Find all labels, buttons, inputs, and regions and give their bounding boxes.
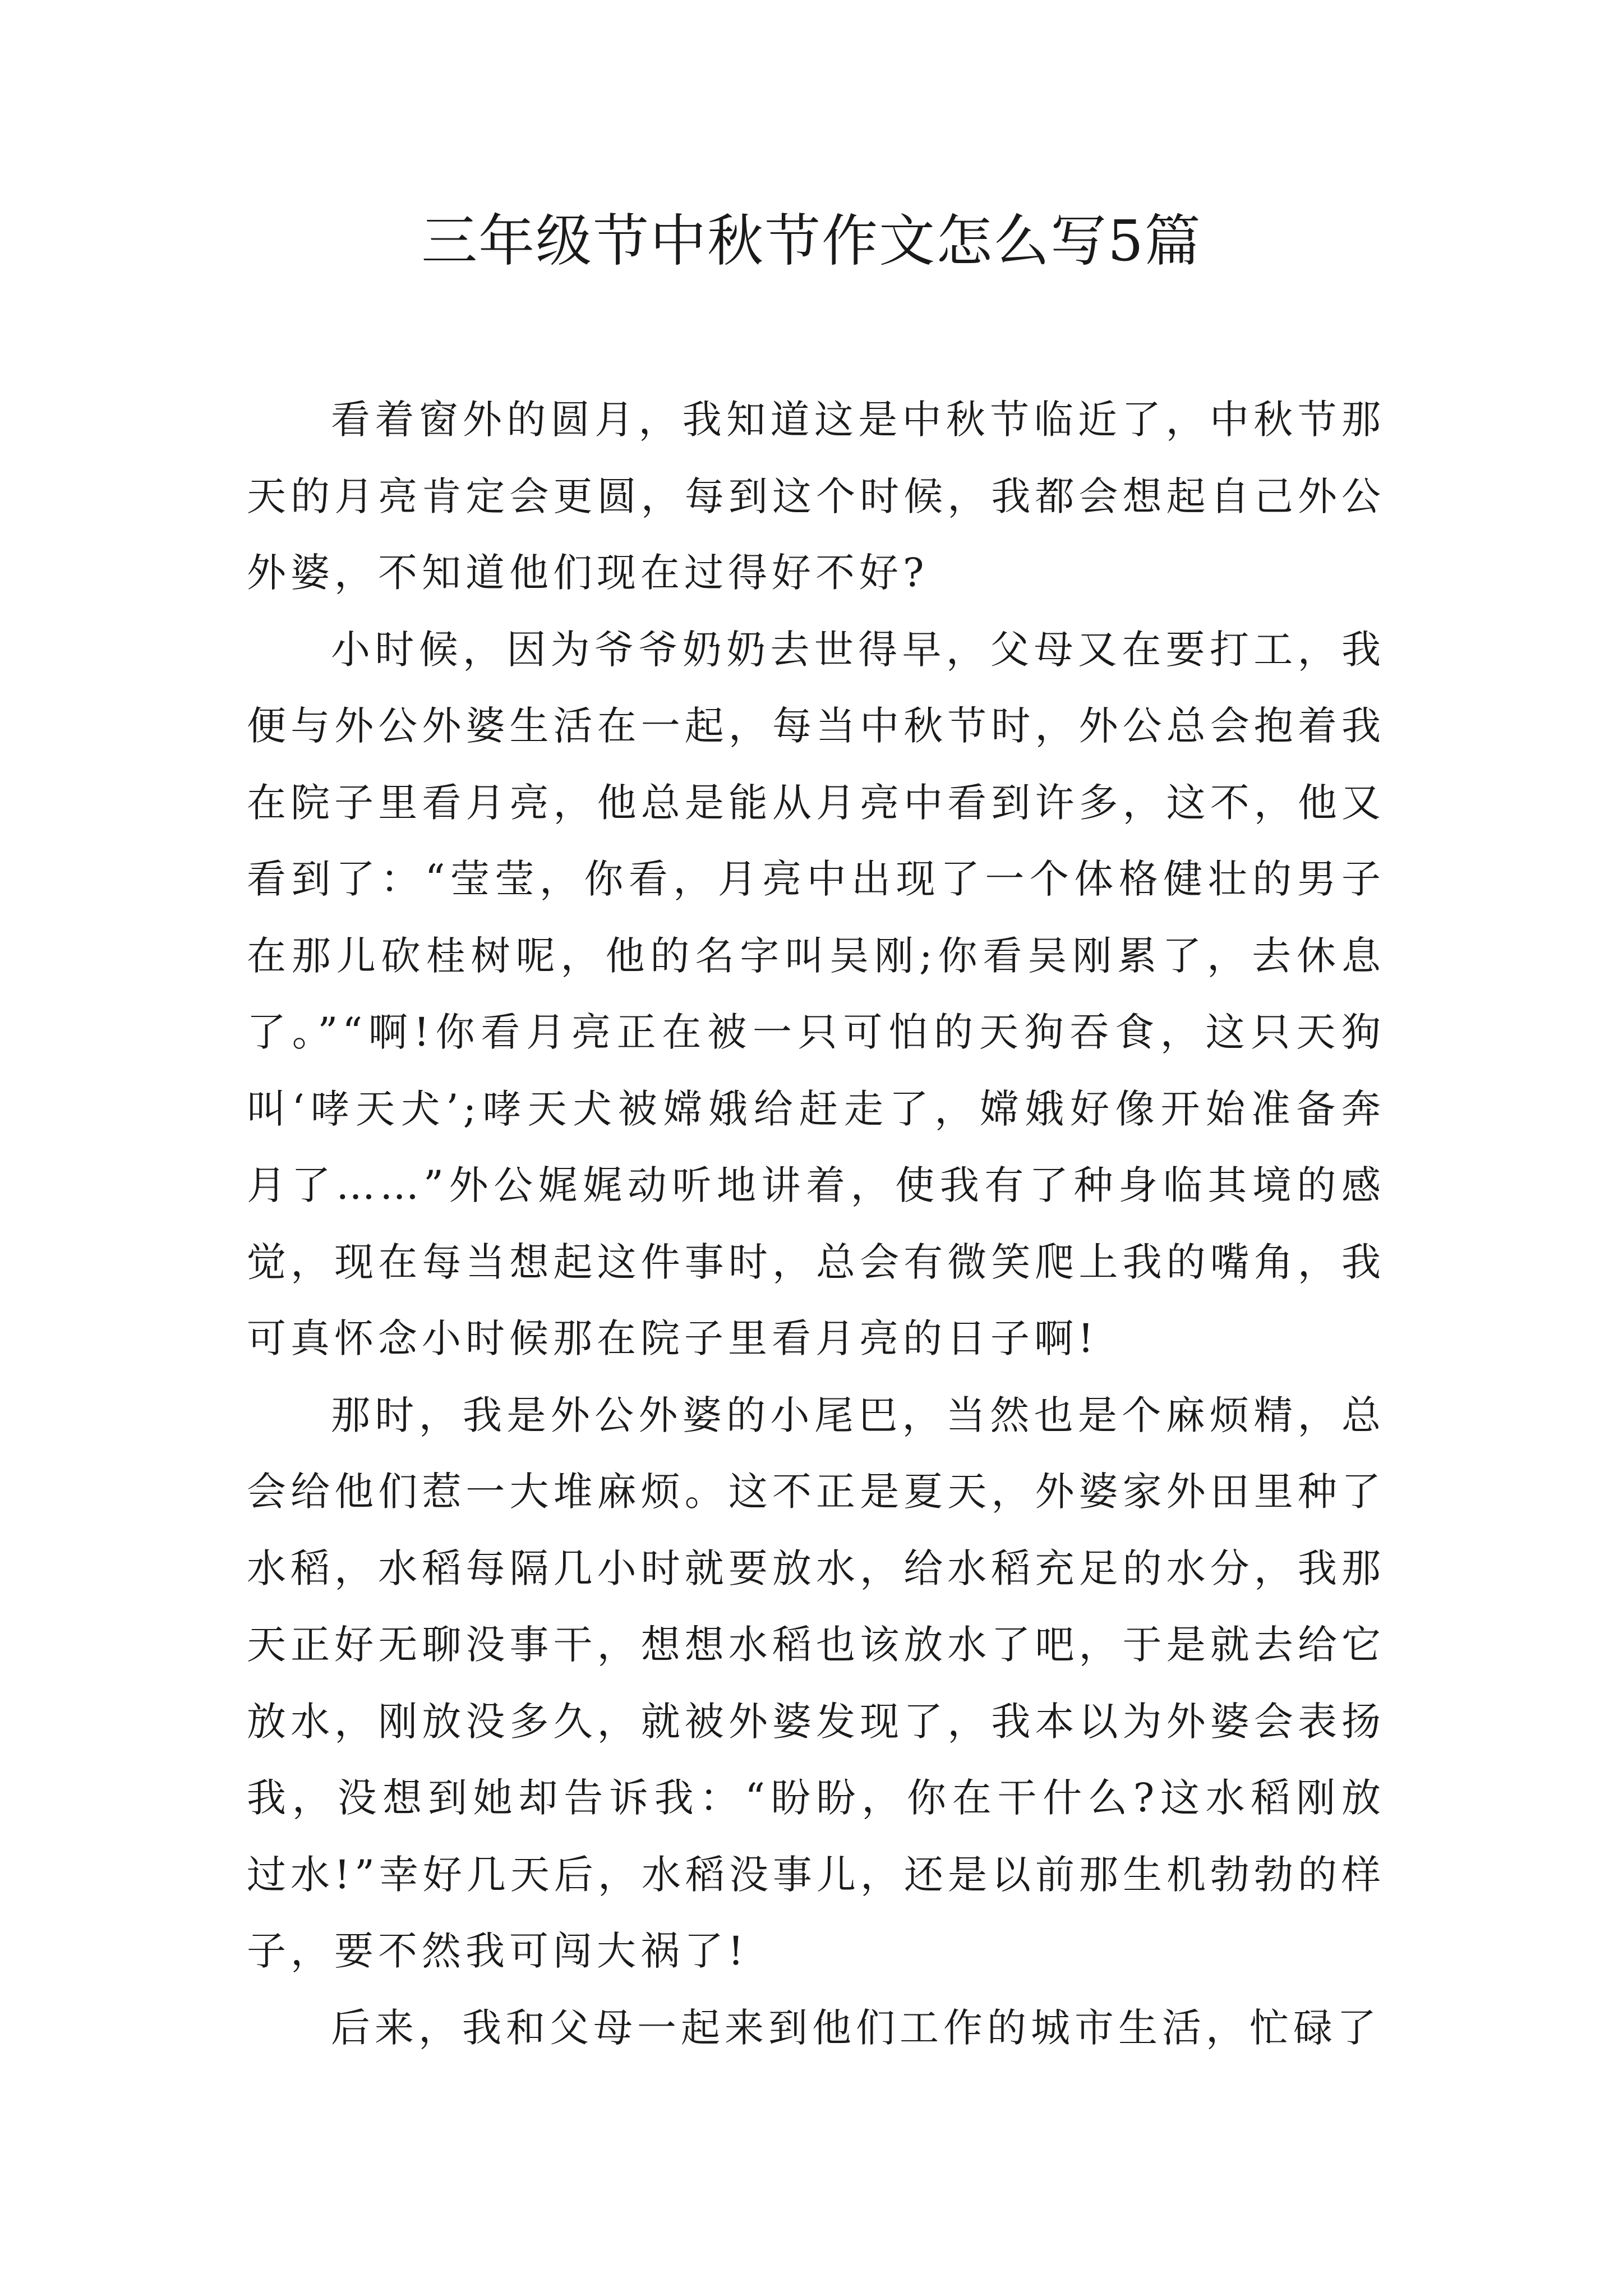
paragraph-4: 后来，我和父母一起来到他们工作的城市生活，忙碌了: [331, 2004, 1381, 2051]
paragraph-3: 那时，我是外公外婆的小尾巴，当然也是个麻烦精，总会给他们惹一大堆麻烦。这不正是夏天，外婆家外田里种了水稻，水稻每隔几小时就要放水，给水稻充足的水分，我那天正好无聊没事干，想想水稻也该放水了吧，于是就去给它放水，刚放没多久，就被外婆发现了，我本以为外婆会表扬我，没想到她却告诉我：“盼盼，你在干什么?这水稻刚放过水!”幸好几天后，水稻没事儿，还是以前那生机勃勃的样子，要不然我可闯大祸了!: [247, 1392, 1385, 1974]
document-title: 三年级节中秋节作文怎么写5篇: [421, 208, 1202, 274]
paragraph-2: 小时候，因为爷爷奶奶去世得早，父母又在要打工，我便与外公外婆生活在一起，每当中秋节时，外公总会抱着我在院子里看月亮，他总是能从月亮中看到许多，这不，他又看到了：“莹莹，你看，月亮中出现了一个体格健壮的男子在那儿砍桂树呢，他的名字叫吴刚;你看吴刚累了，去休息了。”“啊!你看月亮正在被一只可怕的天狗吞食，这只天狗叫‘哮天犬’;哮天犬被嫦娥给赶走了，嫦娥好像开始准备奔月了……”外公娓娓动听地讲着，使我有了种身临其境的感觉，现在每当想起这件事时，总会有微笑爬上我的嘴角，我可真怀念小时候那在院子里看月亮的日子啊!: [247, 626, 1385, 1361]
document-body: [247, 381, 1385, 2066]
paragraph-1: 看着窗外的圆月，我知道这是中秋节临近了，中秋节那天的月亮肯定会更圆，每到这个时候，我都会想起自己外公外婆，不知道他们现在过得好不好?: [247, 397, 1385, 596]
